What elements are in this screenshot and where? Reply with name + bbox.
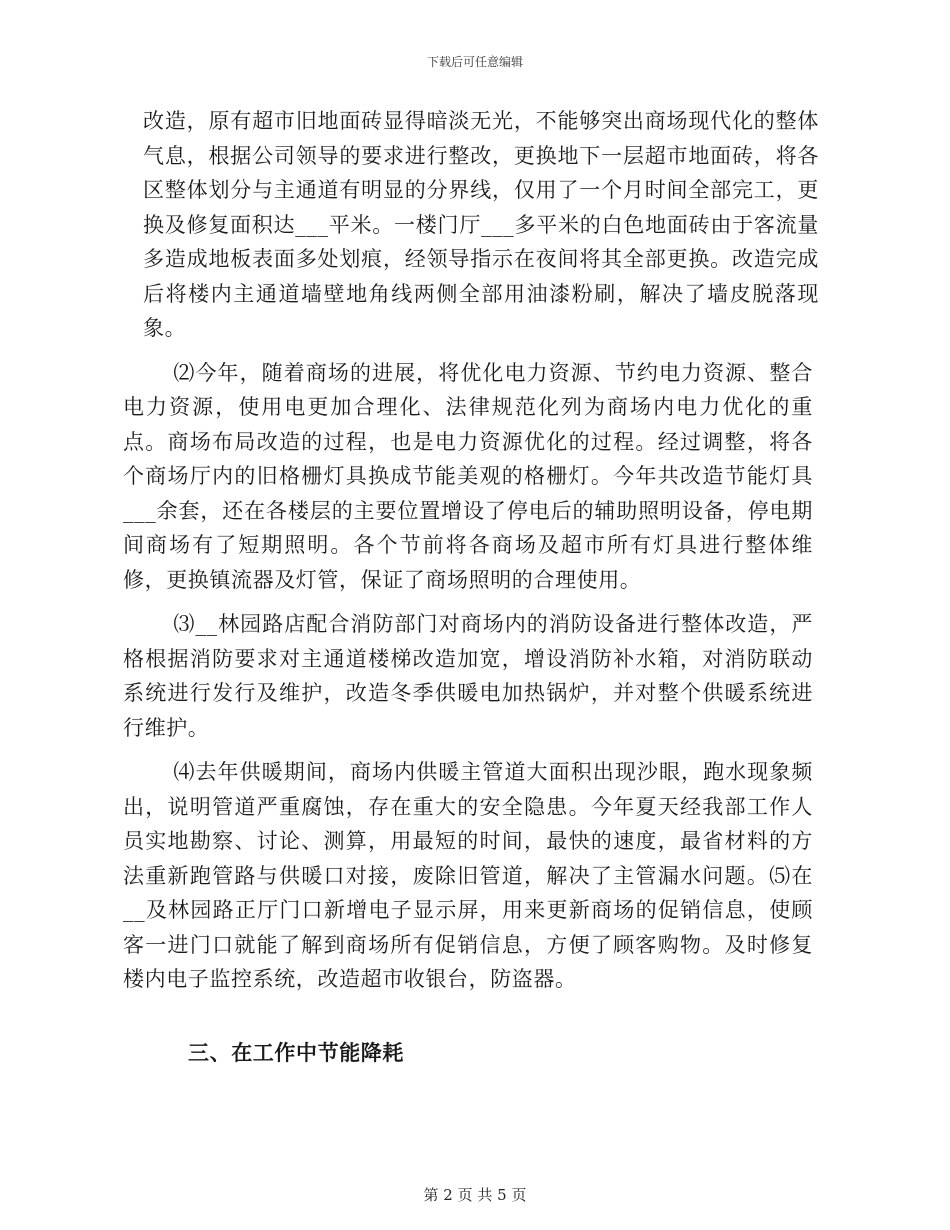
paragraph-continuation: 改造，原有超市旧地面砖显得暗淡无光，不能够突出商场现代化的整体气息，根据公司领导的要求进行整改，更换地下一层超市地面砖，将各区整体划分与主通道有明显的分界线，仅用了一个月时间全部完工，更换及修复面积达___平米。一楼门厅___多平米的白色地面砖由于客流量多造成地板表面多处划痕，经领导指示在夜间将其全部更换。改造完成后将楼内主通道墙壁地角线两侧全部用油漆粉刷，解决了墙皮脱落现象。	[143, 109, 819, 340]
paragraph-4: ⑷去年供暖期间，商场内供暖主管道大面积出现沙眼，跑水现象频出，说明管道严重腐蚀，存在重大的安全隐患。今年夏天经我部工作人员实地勘察、讨论、测算，用最短的时间，最快的速度，最省材料的方法重新跑管路与供暖口对接，废除旧管道，解决了主管漏水问题。⑸在__及林园路正厅门口新增电子显示屏，用来更新商场的促销信息，使顾客一进门口就能了解到商场所有促销信息，方便了顾客购物。及时修复楼内电子监控系统，改造超市收银台，防盗器。	[123, 760, 813, 991]
paragraph-3: ⑶__林园路店配合消防部门对商场内的消防设备进行整体改造，严格根据消防要求对主通道楼梯改造加宽，增设消防补水箱，对消防联动系统进行发行及维护，改造冬季供暖电加热锅炉，并对整个供暖系统进行维护。	[123, 612, 813, 740]
page-header: 下载后可任意编辑	[426, 55, 523, 69]
paragraph-2: ⑵今年，随着商场的进展，将优化电力资源、节约电力资源、整合电力资源，使用电更加合理化、法律规范化列为商场内电力优化的重点。商场布局改造的过程，也是电力资源优化的过程。经过调整，将各个商场厅内的旧格栅灯具换成节能美观的格栅灯。今年共改造节能灯具___余套，还在各楼层的主要位置增设了停电后的辅助照明设备，停电期间商场有了短期照明。各个节前将各商场及超市所有灯具进行整体维修，更换镇流器及灯管，保证了商场照明的合理使用。	[123, 360, 813, 592]
page-number: 第 2 页 共 5 页	[423, 1186, 527, 1204]
section-heading: 三、在工作中节能降耗	[188, 1041, 404, 1065]
document-body	[123, 104, 819, 997]
